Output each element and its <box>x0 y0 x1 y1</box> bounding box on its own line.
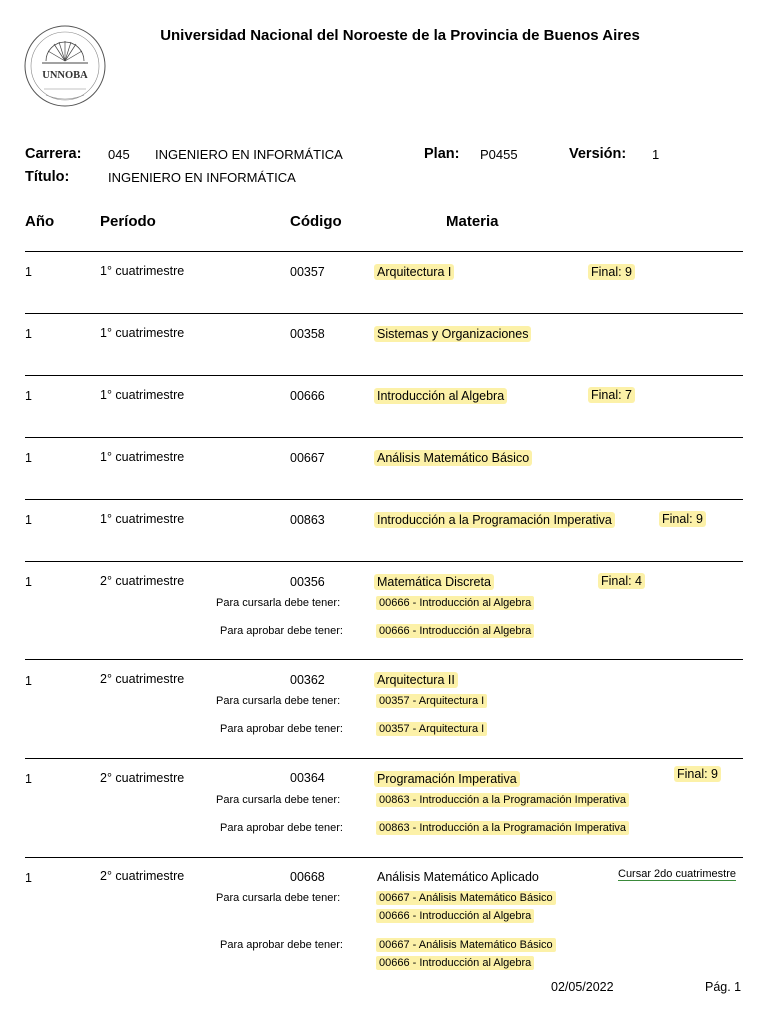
row-codigo: 00364 <box>290 771 325 785</box>
logo-text: UNNOBA <box>42 70 88 81</box>
final-grade: Final: 9 <box>674 766 721 782</box>
row-materia: Sistemas y Organizaciones <box>374 326 531 342</box>
col-header-materia: Materia <box>446 213 499 230</box>
carrera-name: INGENIERO EN INFORMÁTICA <box>155 147 343 162</box>
row-periodo: 1° cuatrimestre <box>100 450 185 464</box>
cursar-label: Para cursarla debe tener: <box>216 695 341 707</box>
row-codigo: 00362 <box>290 673 325 687</box>
row-materia: Introducción a la Programación Imperativa <box>374 512 615 528</box>
row-codigo: 00667 <box>290 451 325 465</box>
cursar-requirement: 00863 - Introducción a la Programación Imperativa <box>376 793 629 807</box>
carrera-code: 045 <box>108 147 130 162</box>
footer-date: 02/05/2022 <box>551 980 614 994</box>
row-periodo: 2° cuatrimestre <box>100 574 185 588</box>
row-anio: 1 <box>25 389 32 403</box>
row-codigo: 00356 <box>290 575 325 589</box>
row-anio: 1 <box>25 674 32 688</box>
row-periodo: 2° cuatrimestre <box>100 672 185 686</box>
university-title: Universidad Nacional del Noroeste de la Provincia de Buenos Aires <box>160 27 640 44</box>
row-periodo: 1° cuatrimestre <box>100 326 185 340</box>
row-codigo: 00668 <box>290 870 325 884</box>
cursar-requirement: 00357 - Arquitectura I <box>376 694 487 708</box>
aprobar-label: Para aprobar debe tener: <box>220 822 343 834</box>
aprobar-label: Para aprobar debe tener: <box>220 723 343 735</box>
row-codigo: 00357 <box>290 265 325 279</box>
final-grade: Final: 9 <box>588 264 635 280</box>
row-divider <box>25 499 743 500</box>
row-materia: Introducción al Algebra <box>374 388 507 404</box>
row-anio: 1 <box>25 575 32 589</box>
final-grade: Final: 9 <box>659 511 706 527</box>
cursar-requirement: 00666 - Introducción al Algebra <box>376 596 534 610</box>
row-divider <box>25 659 743 660</box>
titulo-label: Título: <box>25 169 70 185</box>
cursar-label: Para cursarla debe tener: <box>216 794 341 806</box>
row-anio: 1 <box>25 871 32 885</box>
final-grade: Final: 7 <box>588 387 635 403</box>
cursar-requirement: 00667 - Análisis Matemático Básico <box>376 891 556 905</box>
col-header-periodo: Período <box>100 213 156 230</box>
plan-label: Plan: <box>424 146 460 162</box>
row-materia: Análisis Matemático Básico <box>374 450 532 466</box>
version-value: 1 <box>652 147 660 162</box>
row-divider <box>25 251 743 252</box>
aprobar-requirement: 00667 - Análisis Matemático Básico <box>376 938 556 952</box>
row-anio: 1 <box>25 265 32 279</box>
aprobar-requirement: 00666 - Introducción al Algebra <box>376 624 534 638</box>
row-periodo: 2° cuatrimestre <box>100 771 185 785</box>
row-periodo: 1° cuatrimestre <box>100 264 185 278</box>
row-divider <box>25 857 743 858</box>
row-periodo: 2° cuatrimestre <box>100 869 185 883</box>
final-grade: Final: 4 <box>598 573 645 589</box>
aprobar-label: Para aprobar debe tener: <box>220 939 343 951</box>
row-codigo: 00863 <box>290 513 325 527</box>
row-materia: Arquitectura II <box>374 672 458 688</box>
carrera-label: Carrera: <box>25 146 82 162</box>
aprobar-requirement: 00863 - Introducción a la Programación Imperativa <box>376 821 629 835</box>
row-materia: Arquitectura I <box>374 264 454 280</box>
row-anio: 1 <box>25 327 32 341</box>
row-codigo: 00666 <box>290 389 325 403</box>
cursar-requirement: 00666 - Introducción al Algebra <box>376 909 534 923</box>
row-periodo: 1° cuatrimestre <box>100 512 185 526</box>
col-header-codigo: Código <box>290 213 342 230</box>
row-periodo: 1° cuatrimestre <box>100 388 185 402</box>
row-divider <box>25 375 743 376</box>
col-header-anio: Año <box>25 213 55 230</box>
note-text: Cursar 2do cuatrimestre <box>618 868 736 880</box>
version-label: Versión: <box>569 146 627 162</box>
row-anio: 1 <box>25 451 32 465</box>
aprobar-requirement: 00666 - Introducción al Algebra <box>376 956 534 970</box>
cursar-label: Para cursarla debe tener: <box>216 892 341 904</box>
row-divider <box>25 313 743 314</box>
row-materia: Programación Imperativa <box>374 771 520 787</box>
aprobar-label: Para aprobar debe tener: <box>220 625 343 637</box>
titulo-value: INGENIERO EN INFORMÁTICA <box>108 170 296 185</box>
row-codigo: 00358 <box>290 327 325 341</box>
row-anio: 1 <box>25 772 32 786</box>
row-divider <box>25 758 743 759</box>
cursar-label: Para cursarla debe tener: <box>216 597 341 609</box>
row-divider <box>25 561 743 562</box>
footer-page-number: Pág. 1 <box>705 980 742 994</box>
row-materia: Matemática Discreta <box>374 574 494 590</box>
plan-value: P0455 <box>480 147 518 162</box>
aprobar-requirement: 00357 - Arquitectura I <box>376 722 487 736</box>
row-anio: 1 <box>25 513 32 527</box>
row-divider <box>25 437 743 438</box>
row-materia: Análisis Matemático Aplicado <box>377 870 539 884</box>
